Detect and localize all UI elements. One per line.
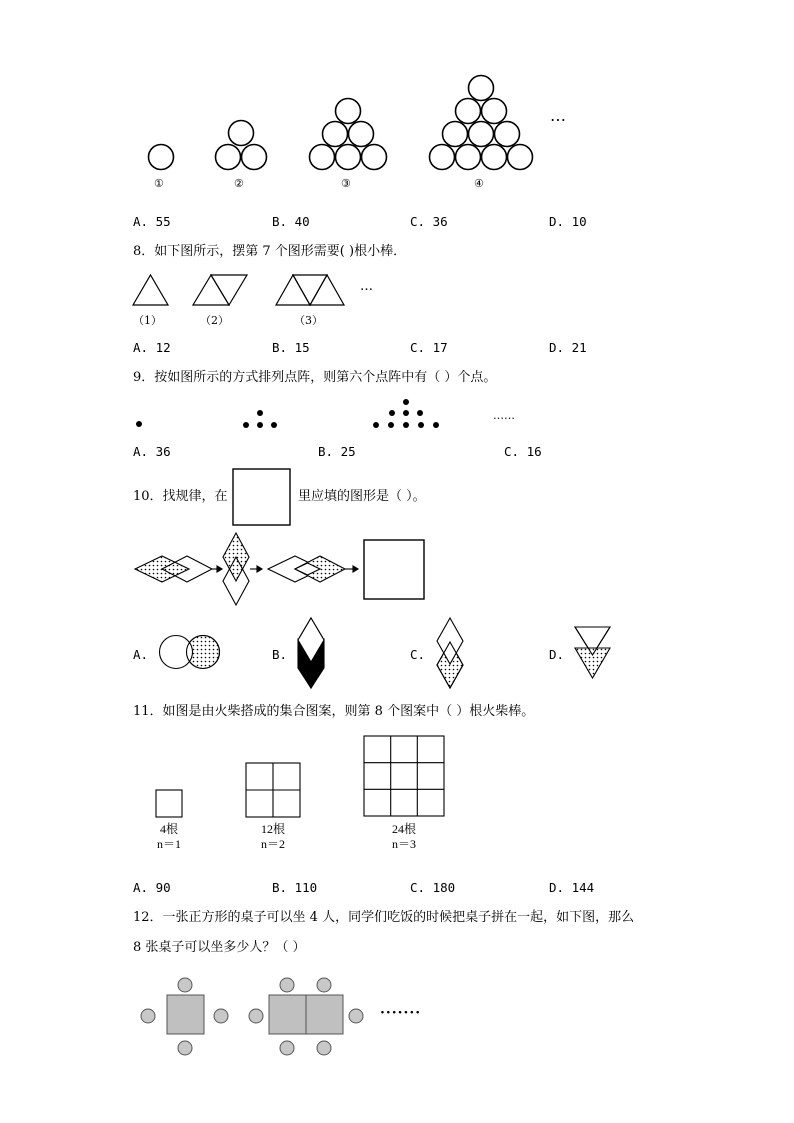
triangle-figure-2	[193, 275, 247, 305]
q11-caption-1	[139, 822, 199, 852]
q9-ellipsis: ……	[493, 409, 515, 422]
q10-answer-box-inline	[233, 469, 290, 525]
q10-answer-box	[364, 540, 424, 599]
q11-n-1: n＝1	[156, 837, 181, 851]
circle-pattern-3	[310, 99, 387, 170]
q11-option-a[interactable]: A. 90	[133, 880, 171, 895]
q8-option-d[interactable]: D. 21	[549, 340, 587, 355]
q11-n-3: n＝3	[391, 837, 416, 851]
q7-option-d[interactable]: D. 10	[549, 214, 587, 229]
q10-stem-before: 10．找规律，在	[133, 489, 228, 504]
q10-option-d[interactable]: D.	[549, 647, 565, 662]
q10-option-c[interactable]: C.	[410, 647, 426, 662]
q8-option-a[interactable]: A. 12	[133, 340, 171, 355]
triangle-figure-3	[276, 275, 344, 305]
q8-label-1: （1）	[133, 314, 162, 327]
q8-stem: 8．如下图所示，摆第 7 个图形需要( )根小棒．	[133, 244, 407, 259]
q10-option-figures	[160, 618, 611, 688]
q10-sequence	[135, 533, 424, 605]
q8-option-c[interactable]: C. 17	[410, 340, 448, 355]
q11-count-1: 4根	[159, 822, 178, 836]
q11-option-b[interactable]: B. 110	[272, 880, 318, 895]
triangle-figure-1	[133, 275, 168, 305]
q11-option-d[interactable]: D. 144	[549, 880, 595, 895]
q7-ellipsis: …	[550, 106, 567, 125]
q7-label-1: ①	[154, 177, 164, 190]
option-c-figure	[437, 618, 463, 688]
q8-label-2: （2）	[200, 314, 229, 327]
option-a-figure	[160, 636, 220, 669]
q9-stem: 9．按如图所示的方式排列点阵，则第六个点阵中有（ ）个点。	[133, 370, 497, 385]
q7-option-b[interactable]: B. 40	[272, 214, 310, 229]
q7-label-3: ③	[341, 177, 351, 190]
q9-option-c[interactable]: C. 16	[504, 444, 542, 459]
q11-count-2: 12根	[260, 822, 285, 836]
q7-label-2: ②	[234, 177, 244, 190]
q9-option-b[interactable]: B. 25	[318, 444, 356, 459]
q8-label-3: （3）	[294, 314, 323, 327]
q7-label-4: ④	[474, 177, 484, 190]
option-b-figure	[298, 618, 324, 688]
q10-option-b[interactable]: B.	[272, 647, 288, 662]
circle-pattern-4	[430, 76, 533, 170]
q8-ellipsis: …	[360, 279, 373, 294]
q10-stem-after: 里应填的图形是（ ）。	[298, 489, 426, 504]
q9-dot-arrays	[136, 399, 439, 428]
q7-option-c[interactable]: C. 36	[410, 214, 448, 229]
q12-stem-line1: 12．一张正方形的桌子可以坐 4 人，同学们吃饭的时候把桌子拼在一起，如下图，那么	[133, 910, 635, 925]
q11-stem: 11．如图是由火柴搭成的集合图案，则第 8 个图案中（ ）根火柴棒。	[133, 704, 535, 719]
q11-caption-3	[374, 822, 434, 852]
q11-count-3: 24根	[391, 822, 416, 836]
q7-option-a[interactable]: A. 55	[133, 214, 171, 229]
q11-caption-2	[243, 822, 303, 852]
q9-option-a[interactable]: A. 36	[133, 444, 171, 459]
q12-tables	[141, 978, 363, 1055]
option-d-figure	[575, 627, 610, 678]
q11-n-2: n＝2	[260, 837, 285, 851]
circle-pattern-1	[149, 145, 174, 170]
q8-option-b[interactable]: B. 15	[272, 340, 310, 355]
q11-option-c[interactable]: C. 180	[410, 880, 456, 895]
q10-option-a[interactable]: A.	[133, 647, 149, 662]
q11-grids	[156, 736, 444, 817]
q12-ellipsis: ·······	[380, 1005, 422, 1021]
circle-pattern-2	[216, 121, 267, 170]
q8-triangles-figure	[133, 275, 344, 305]
q12-stem-line2: 8 张桌子可以坐多少人？（ ）	[133, 940, 306, 955]
